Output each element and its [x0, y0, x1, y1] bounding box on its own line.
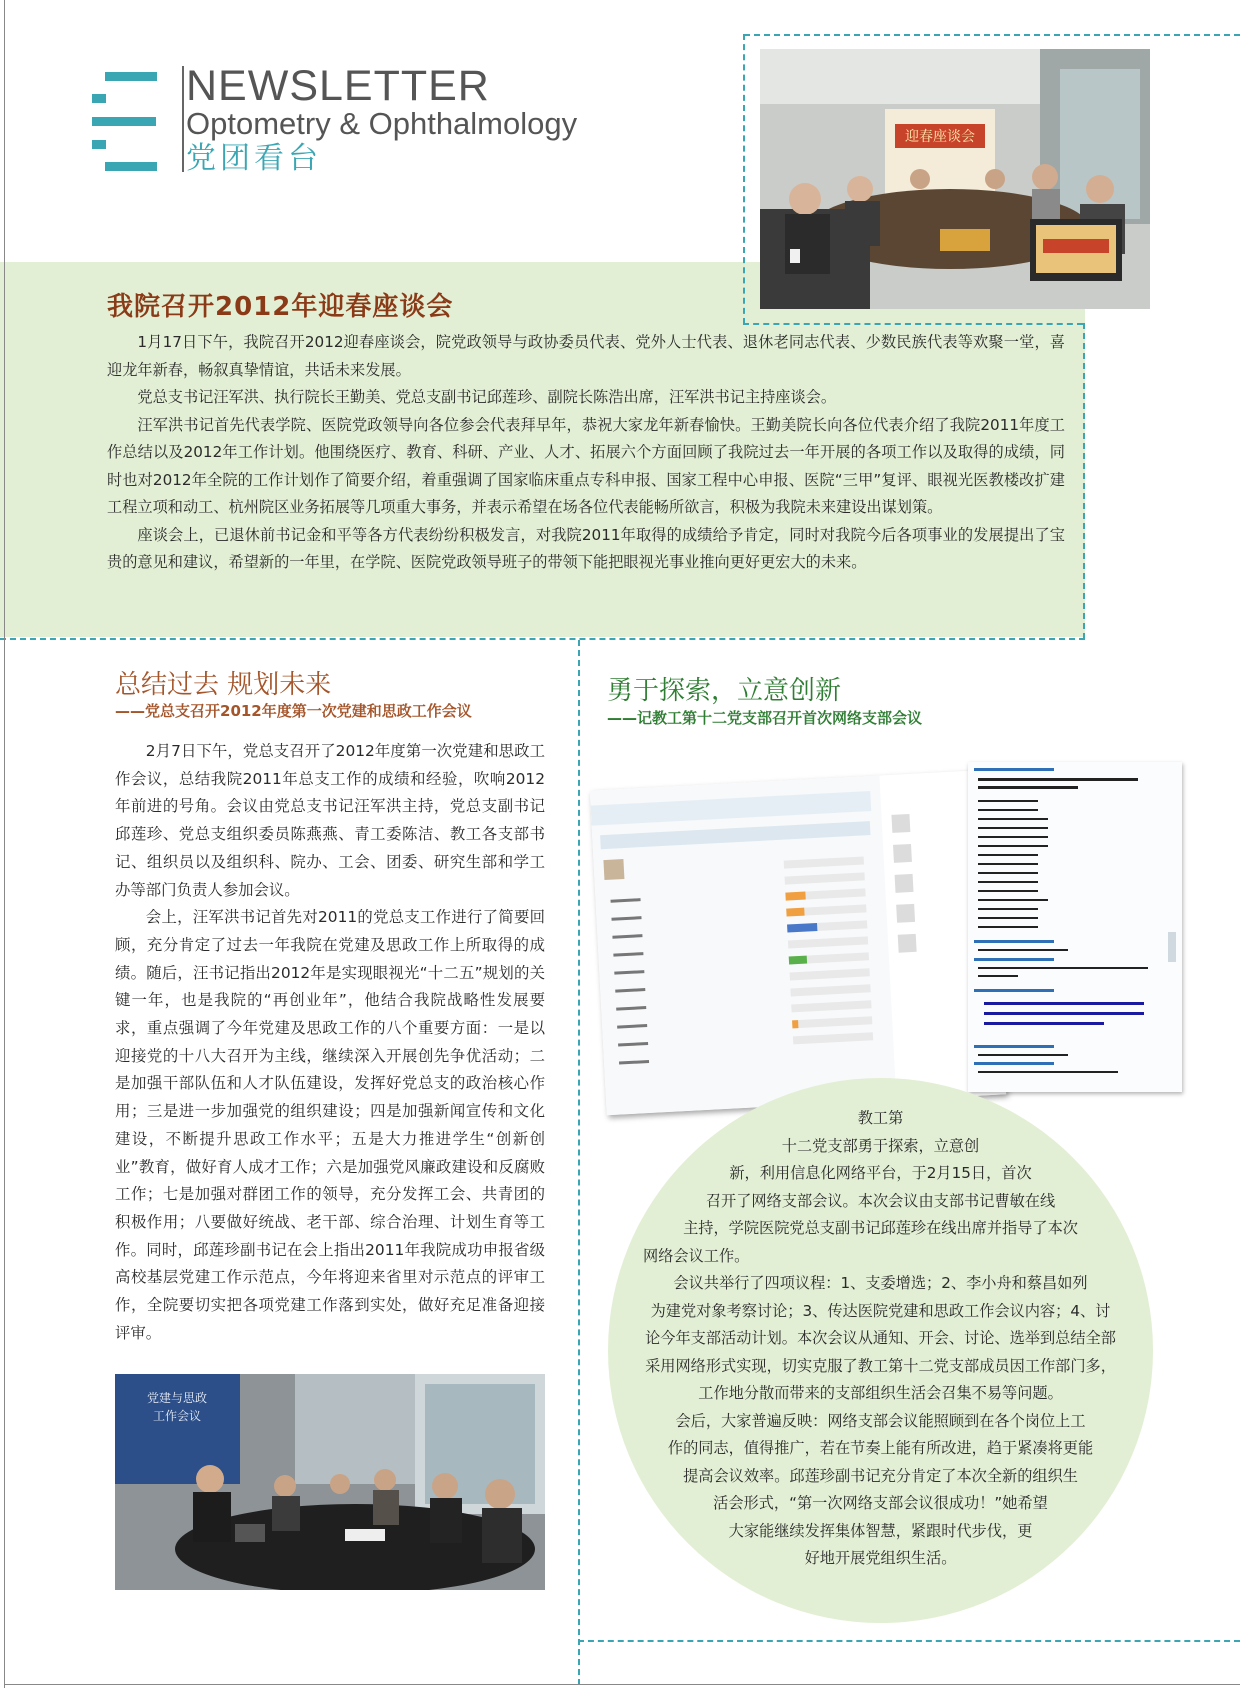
article3-line: 论今年支部活动计划。本次会议从通知、开会、讨论、选举到总结全部 — [645, 1329, 1116, 1347]
article3-line: 十二党支部勇于探索，立意创 — [781, 1136, 980, 1155]
article3-line: 作的同志，值得推广，若在节奏上能有所改进，趋于紧凑将更能 — [667, 1439, 1094, 1457]
article1-title: 我院召开2012年迎春座谈会 — [107, 292, 454, 322]
article3-line: 为建党对象考察讨论；3、传达医院党建和思政工作会议内容；4、讨 — [650, 1301, 1111, 1320]
article1-body — [107, 329, 1065, 577]
article3-line: 采用网络形式实现，切实克服了教工第十二党支部成员因工作部门多， — [645, 1356, 1116, 1375]
frame-dash-photo-left — [743, 34, 745, 324]
article1-paragraph: 党总支书记汪军洪、执行院长王勤美、党总支副书记邱莲珍、副院长陈浩出席，汪军洪书记主持座谈会。 — [137, 388, 837, 406]
meeting-photo-spring — [760, 49, 1150, 309]
article3-line: 新，利用信息化网络平台，于2月15日，首次 — [729, 1164, 1032, 1182]
article2-body — [115, 738, 545, 1347]
frame-dash-band-bottom — [0, 638, 1085, 640]
article3-line: 大家能继续发挥集体智慧，紧跟时代步伐，更 — [728, 1521, 1033, 1540]
frame-dash-band-right — [1083, 323, 1085, 639]
article3-line: 工作地分散而带来的支部组织生活会召集不易等问题。 — [698, 1384, 1063, 1402]
article1-paragraph: 座谈会上，已退休前书记金和平等各方代表纷纷积极发言，对我院2011年取得的成绩给予肯定，同时对我院今后各项事业的发展提出了宝贵的意见和建议，希望新的一年里，在学院、医院党政领导班子的带领下能把眼视光事业推向更好更宏大的未来。 — [107, 525, 1065, 571]
svg-text:工作会议: 工作会议 — [152, 1409, 202, 1423]
article3-line: 教工第 — [857, 1109, 904, 1127]
page-edge-bottom — [4, 1684, 1240, 1685]
frame-dash-photo-bottom — [743, 323, 1083, 325]
article3-line: 召开了网络支部会议。本次会议由支部书记曹敏在线 — [705, 1191, 1056, 1210]
svg-text:党建与思政: 党建与思政 — [146, 1391, 208, 1405]
article3-line: 主持，学院医院党总支副书记邱莲珍在线出席并指导了本次 — [683, 1219, 1078, 1237]
newsletter-subtitle: Optometry & Ophthalmology — [186, 106, 578, 141]
article3-title: 勇于探索，立意创新 — [607, 676, 842, 706]
frame-dash-top — [744, 34, 1240, 36]
newsletter-title: NEWSLETTER — [186, 62, 490, 110]
article3-line: 活会形式，“第一次网络支部会议很成功！”她希望 — [713, 1494, 1048, 1512]
article3-line: 好地开展党组织生活。 — [804, 1549, 957, 1567]
article1-paragraph: 汪军洪书记首先代表学院、医院党政领导向各位参会代表拜早年，恭祝大家龙年新春愉快。王勤美院长向各位代表介绍了我院2011年度工作总结以及2012年工作计划。他围绕医疗、教育、科研、产业、人才、拓展六个方面回顾了我院过去一年开展的各项工作以及取得的成绩，同时也对2012年全院的工作计划作了简要介绍，着重强调了国家临床重点专科申报、国家工程中心申报、医院“三甲”复评、眼视光医教楼改扩建工程立项和动工、杭州院区业务拓展等几项重大事务，并表示希望在场各位代表能畅所欲言，积极为我院未来建设出谋划策。 — [107, 415, 1065, 516]
article2-subtitle: ——党总支召开2012年度第一次党建和思政工作会议 — [115, 702, 472, 720]
article2-paragraph: 会上，汪军洪书记首先对2011的党总支工作进行了简要回顾，充分肯定了过去一年我院在党建及思政工作上所取得的成绩。随后，汪书记指出2012年是实现眼视光“十二五”规划的关键一年，也是我院的“再创业年”，他结合我院战略性发展要求，重点强调了今年党建及思政工作的八个重要方面：一是以迎接党的十八大召开为主线，继续深入开展创先争优活动；二是加强干部队伍和人才队伍建设，发挥好党总支的政治核心作用；三是进一步加强党的组织建设；四是加强新闻宣传和文化建设，不断提升思政工作水平；五是大力推进学生“创新创业”教育，做好育人成才工作；六是加强党风廉政建设和反腐败工作；七是加强对群团工作的领导，充分发挥工会、共青团的积极作用；八要做好统战、老干部、综合治理、计划生育等工作。同时，邱莲珍副书记在会上指出2011年我院成功申报省级高校基层党建工作示范点，今年将迎来省里对示范点的评审工作，全院要切实把各项党建工作落到实处，做好充足准备迎接评审。 — [115, 908, 545, 1342]
article3-line: 会议共举行了四项议程：1、支委增选；2、李小舟和蔡昌如列 — [673, 1274, 1088, 1292]
page-edge-left — [4, 0, 5, 1688]
meeting-photo-party — [115, 1374, 545, 1590]
chat-window-screenshot — [968, 762, 1182, 1092]
header-divider — [182, 66, 184, 172]
banner-text: 迎春座谈会 — [905, 129, 975, 145]
article3-line: 提高会议效率。邱莲珍副书记充分肯定了本次全新的组织生 — [683, 1466, 1078, 1485]
online-meeting-screenshot — [590, 770, 1006, 1115]
frame-dash-footer — [578, 1640, 1240, 1642]
frame-dash-column-divider — [578, 640, 580, 1685]
article3-body — [618, 1105, 1143, 1573]
article2-paragraph: 2月7日下午，党总支召开了2012年度第一次党建和思政工作会议，总结我院2011年总支工作的成绩和经验，吹响2012年前进的号角。会议由党总支书记汪军洪主持，党总支副书记邱莲珍、党总支组织委员陈燕燕、青工委陈洁、教工各支部书记、组织员以及组织科、院办、工会、团委、研究生部和学工办等部门负责人参加会议。 — [115, 742, 545, 899]
article1-paragraph: 1月17日下午，我院召开2012迎春座谈会，院党政领导与政协委员代表、党外人士代表、退休老同志代表、少数民族代表等欢聚一堂，喜迎龙年新春，畅叙真挚情谊，共话未来发展。 — [107, 333, 1065, 379]
article3-line: 网络会议工作。 — [643, 1246, 750, 1265]
article3-subtitle: ——记教工第十二党支部召开首次网络支部会议 — [607, 709, 923, 727]
article3-line: 会后，大家普遍反映：网络支部会议能照顾到在各个岗位上工 — [675, 1411, 1086, 1430]
section-name: 党团看台 — [186, 141, 322, 176]
article2-title: 总结过去 规划未来 — [115, 670, 332, 700]
